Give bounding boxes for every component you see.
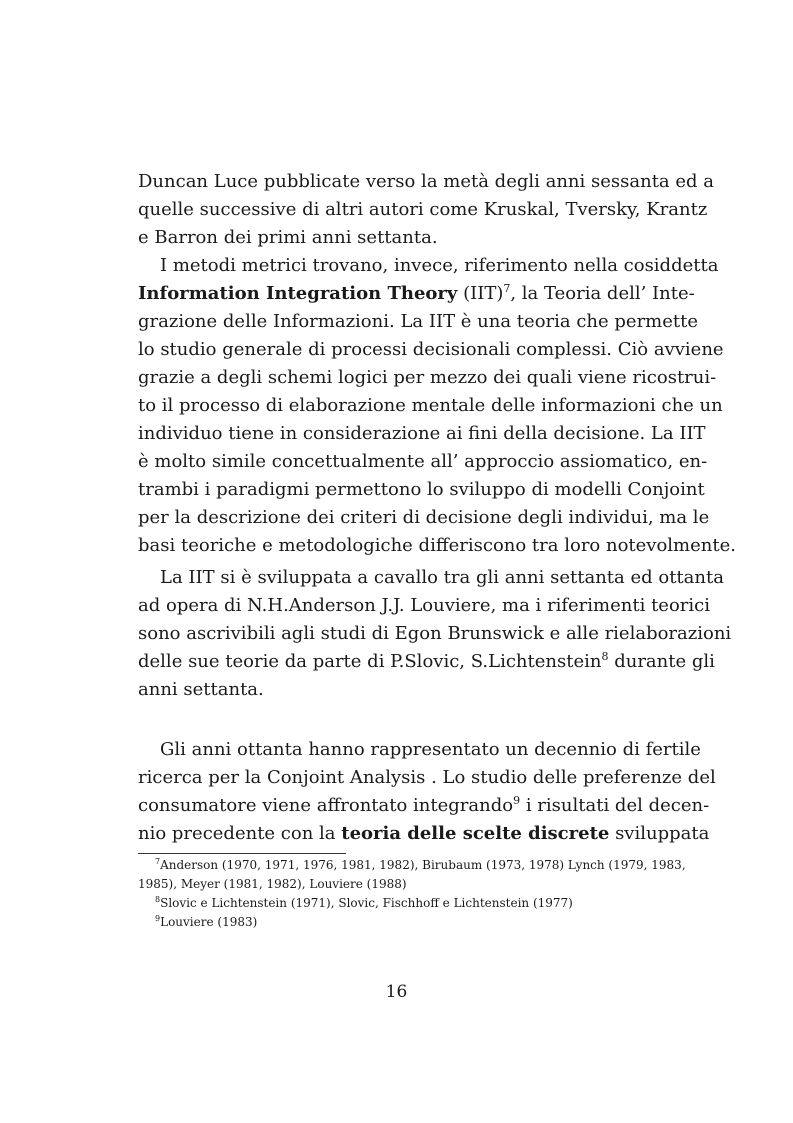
text-span: consumatore viene affrontato integrando: [138, 795, 514, 816]
text-span: sviluppata: [609, 823, 710, 844]
text-span: (IIT): [457, 283, 504, 304]
text-span: nio precedente con la: [138, 823, 342, 844]
text-line: [138, 280, 695, 308]
footnote-mark: 7: [155, 857, 161, 866]
text-line: ricerca per la Conjoint Analysis . Lo studio delle preferenze del: [138, 767, 716, 788]
text-line: grazie a degli schemi logici per mezzo dei quali viene ricostrui-: [138, 367, 717, 388]
bold-term-iit: Information Integration Theory: [138, 283, 458, 304]
text-line: quelle successive di altri autori come Kruskal, Tversky, Krantz: [138, 199, 708, 220]
text-line: è molto simile concettualmente all’ approccio assiomatico, en-: [138, 451, 708, 472]
footnote-mark: 9: [155, 914, 161, 923]
text-line: [138, 648, 715, 676]
footnote-ref-7: 7: [503, 282, 511, 295]
text-line: La IIT si è sviluppata a cavallo tra gli anni settanta ed ottanta: [160, 567, 724, 588]
bold-term-discrete-choice: teoria delle scelte discrete: [341, 823, 610, 844]
footnote-7: [138, 856, 686, 875]
text-line: grazione delle Informazioni. La IIT è una teoria che permette: [138, 311, 699, 332]
text-line: Gli anni ottanta hanno rappresentato un decennio di fertile: [160, 739, 701, 760]
text-line: [138, 820, 710, 848]
footnote-mark: 8: [155, 895, 161, 904]
text-line: trambi i paradigmi permettono lo sviluppo di modelli Conjoint: [138, 479, 705, 500]
footnote-text: Slovic e Lichtenstein (1971), Slovic, Fischhoff e Lichtenstein (1977): [160, 896, 573, 910]
text-line: individuo tiene in considerazione ai fini della decisione. La IIT: [138, 423, 706, 444]
text-span: i risultati del decen-: [520, 795, 710, 816]
footnote-8: [138, 894, 656, 913]
text-line: lo studio generale di processi decisionali complessi. Ciò avviene: [138, 339, 724, 360]
text-span: durante gli: [608, 651, 715, 672]
text-line: ad opera di N.H.Anderson J.J. Louviere, ma i riferimenti teorici: [138, 595, 710, 616]
text-line: basi teoriche e metodologiche differiscono tra loro notevolmente.: [138, 535, 736, 556]
footnote-separator: [138, 853, 346, 854]
text-span: delle sue teorie da parte di P.Slovic, S.Lichtenstein: [138, 651, 602, 672]
footnote-text: 1985), Meyer (1981, 1982), Louviere (1988): [138, 877, 407, 891]
text-line: [138, 792, 710, 820]
footnote-7-continued: [138, 875, 656, 894]
text-line: e Barron dei primi anni settanta.: [138, 227, 438, 248]
footnote-9: [138, 913, 656, 932]
text-line: to il processo di elaborazione mentale delle informazioni che un: [138, 395, 723, 416]
page-number: 16: [385, 982, 408, 1002]
footnote-ref-8: 8: [601, 650, 609, 663]
text-line: anni settanta.: [138, 679, 264, 700]
text-line: sono ascrivibili agli studi di Egon Brunswick e alle rielaborazioni: [138, 623, 732, 644]
footnote-text: Louviere (1983): [160, 915, 258, 929]
footnote-ref-9: 9: [513, 794, 521, 807]
text-span: , la Teoria dell’ Inte-: [510, 283, 695, 304]
text-line: I metodi metrici trovano, invece, riferimento nella cosiddetta: [160, 255, 719, 276]
text-line: Duncan Luce pubblicate verso la metà degli anni sessanta ed a: [138, 171, 715, 192]
footnote-text: Anderson (1970, 1971, 1976, 1981, 1982), Birubaum (1973, 1978) Lynch (1979, 1983,: [160, 858, 686, 872]
text-line: per la descrizione dei criteri di decisione degli individui, ma le: [138, 507, 710, 528]
